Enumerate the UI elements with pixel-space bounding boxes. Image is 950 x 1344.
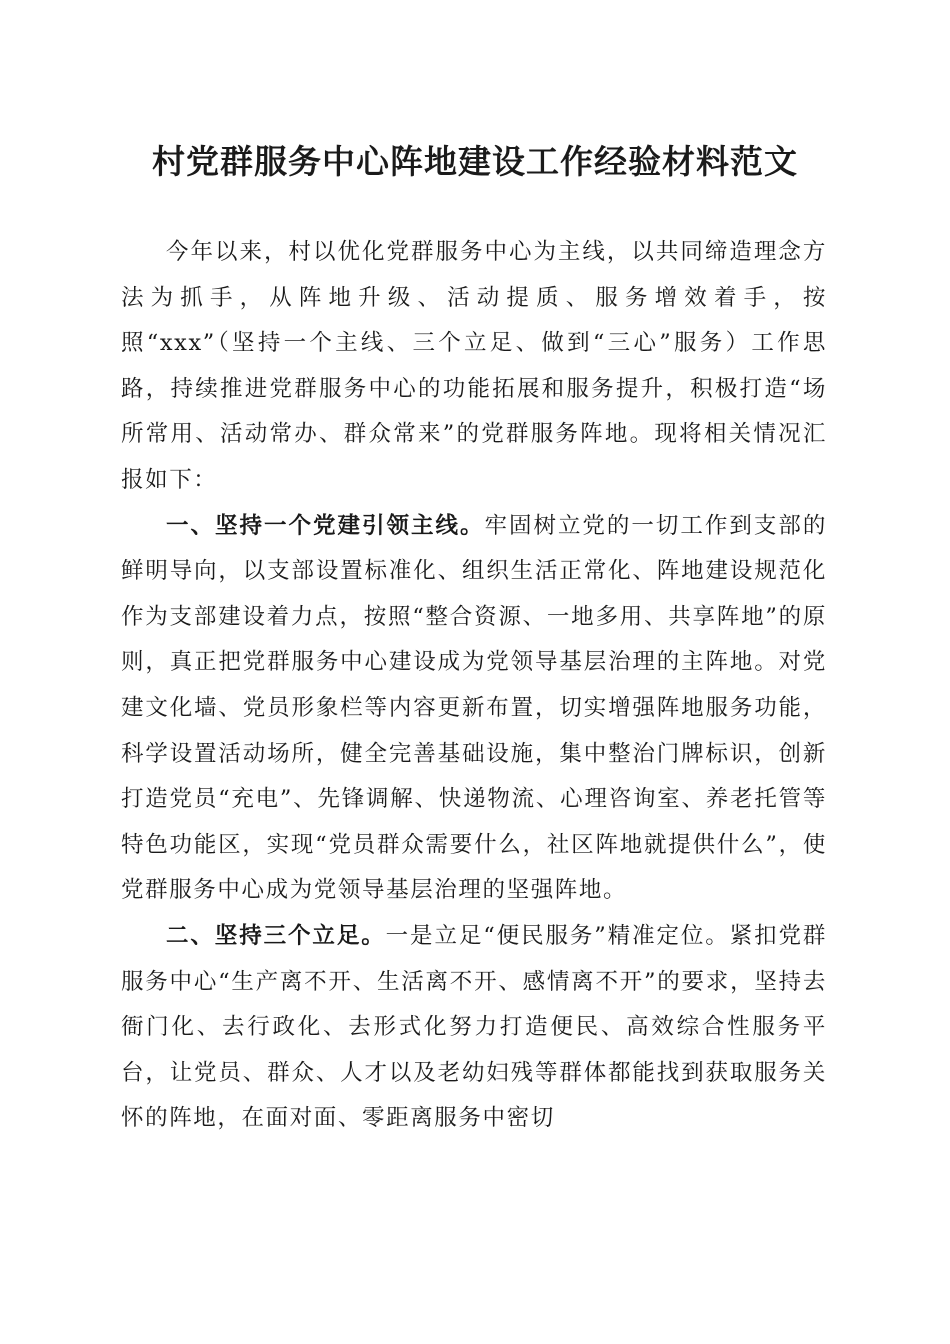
paragraph-text: 今年以来，村以优化党群服务中心为主线，以共同缔造理念方法为抓手，从阵地升级、活动提质、服务增效着手，按照“xxx”（坚持一个主线、三个立足、做到“三心”服务）工作思路，持续推进党群服务中心的功能拓展和服务提升，积极打造“场所常用、活动常办、群众常来”的党群服务阵地。现将相关情况汇报如下： (121, 239, 827, 493)
section-one-paragraph (121, 504, 827, 914)
section-two-paragraph (121, 914, 827, 1142)
paragraph-text: 一是立足“便民服务”精准定位。紧扣党群服务中心“生产离不开、生活离不开、感情离不开”的要求，坚持去衙门化、去行政化、去形式化努力打造便民、高效综合性服务平台，让党员、群众、人才以及老幼妇残等群体都能找到获取服务关怀的阵地，在面对面、零距离服务中密切 (121, 922, 828, 1132)
section-one-heading: 一、坚持一个党建引领主线。 (166, 512, 485, 539)
section-two-heading: 二、坚持三个立足。 (166, 922, 386, 949)
intro-paragraph (121, 230, 827, 504)
document-title: 村党群服务中心阵地建设工作经验材料范文 (152, 142, 798, 181)
document-body (121, 230, 827, 1142)
paragraph-text: 牢固树立党的一切工作到支部的鲜明导向，以支部设置标准化、组织生活正常化、阵地建设规范化作为支部建设着力点，按照“整合资源、一地多用、共享阵地”的原则，真正把党群服务中心建设成为党领导基层治理的主阵地。对党建文化墙、党员形象栏等内容更新布置，切实增强阵地服务功能，科学设置活动场所，健全完善基础设施，集中整治门牌标识，创新打造党员“充电”、先锋调解、快递物流、心理咨询室、养老托管等特色功能区，实现“党员群众需要什么，社区阵地就提供什么”，使党群服务中心成为党领导基层治理的坚强阵地。 (121, 512, 827, 904)
